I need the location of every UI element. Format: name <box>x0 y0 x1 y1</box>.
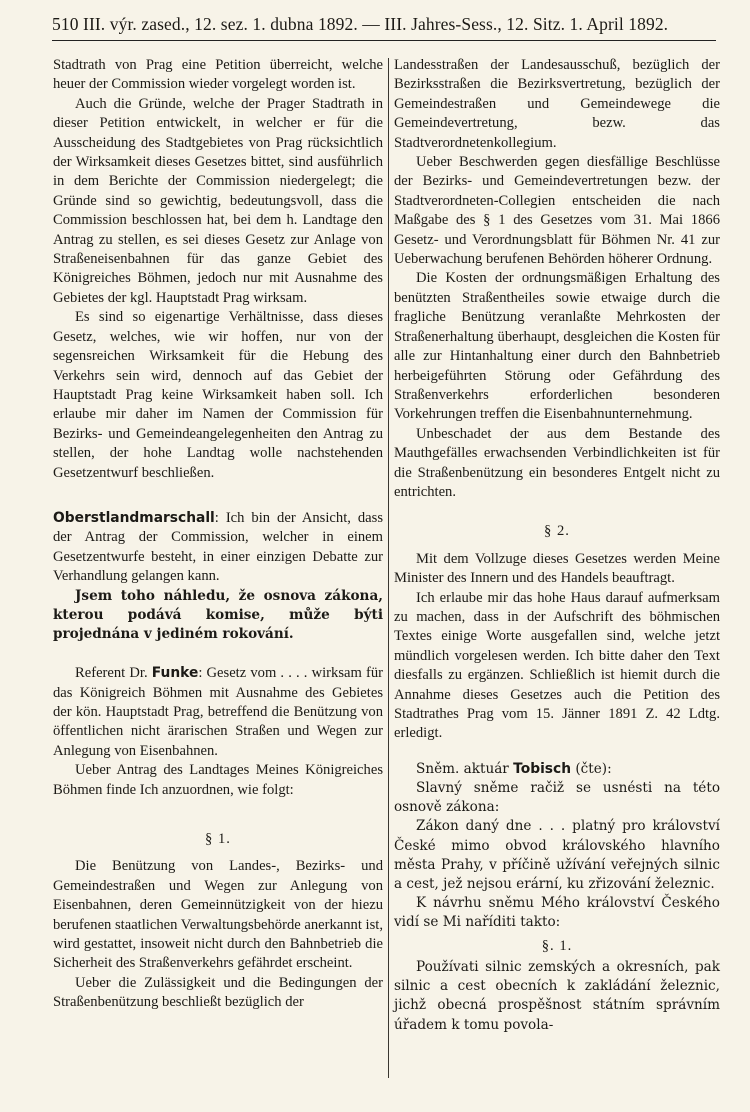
paragraph: Ich erlaube mir das hohe Haus darauf aufmerksam zu machen, dass in der Aufschrift des böhmischen Textes einige Worte ausgefallen sind, welche jetzt mündlich vorgelesen werden. Ich bitte daher den Text diesfalls zu ergänzen. Schließlich ist hiemit durch die Annahme dieses Gesetzes auch die Petition des Stadtrathes Prag vom 15. Jänner 1891 Z. 42 Ldtg. erledigt. <box>394 589 720 742</box>
spacer <box>53 644 383 664</box>
page-header: 510 III. výr. zased., 12. sez. 1. dubna 1892. — III. Jahres-Sess., 12. Sitz. 1. April 1892. <box>52 14 716 41</box>
speaker-prefix: Referent Dr. <box>75 665 152 682</box>
paragraph: Auch die Gründe, welche der Prager Stadtrath in dieser Petition entwickelt, in welcher er für die Ausscheidung des Stadtgebietes von Prag rücksichtlich der Wirksamkeit dieses Gesetzes bittet, sind ausführlich in dem Berichte der Commission niedergelegt; die Gründe sind so gewichtig, bedeutungsvoll, dass die Commission beschlossen hat, bei dem h. Landtage den Antrag zu stellen, es sei dieses Gesetz zur Anlage von Straßeneisenbahnen für das ganze Gebiet des Königreiches Böhmen, jedoch nur mit Ausnahme des Gebietes der kgl. Hauptstadt Prag wirksam. <box>53 95 383 306</box>
paragraph-czech: Používati silnic zemských a okresních, pak silnic a cest obecních k zakládání železnic, jichž obecná prospěšnost státním správním úřadem k tomu povola- <box>394 959 720 1033</box>
paragraph-czech: K návrhu sněmu Mého království Českého vidí se Mi naříditi takto: <box>394 895 720 931</box>
speaker-suffix: (čte): <box>571 760 612 777</box>
paragraph: Landesstraßen der Landesausschuß, bezüglich der Bezirksstraßen die Bezirksvertretung, bezüglich der Gemeindestraßen und Gemeindewege die Gemeindevertretung, bezw. das Stadtverordnetenkollegium. <box>394 57 720 151</box>
paragraph-czech: Slavný sněme račiž se usnésti na této osnově zákona: <box>394 780 720 816</box>
left-column <box>53 56 383 1013</box>
right-column <box>394 56 720 1035</box>
paragraph-speaker <box>53 509 383 587</box>
speaker-prefix: Sněm. aktuár <box>416 760 514 777</box>
spacer <box>53 483 383 509</box>
speaker-name: Funke <box>151 665 199 682</box>
section-heading: § 1. <box>205 831 231 848</box>
speaker-text: : Ich bin der Ansicht, dass der Antrag der Commission, welcher in einem Gesetzentwurfe besteht, in einer einzigen Debatte zur Verhandlung gelangen kann. <box>53 509 383 585</box>
paragraph-speaker <box>53 664 383 761</box>
spacer <box>394 744 720 760</box>
paragraph: Ueber Antrag des Landtages Meines Königreiches Böhmen finde Ich anzuordnen, wie folgt: <box>53 762 383 798</box>
speaker-name: Tobisch <box>513 760 572 777</box>
paragraph: Stadtrath von Prag eine Petition überreicht, welche heuer der Commission wieder vorgelegt worden ist. <box>53 57 383 93</box>
paragraph: Ueber Beschwerden gegen diesfällige Beschlüsse der Bezirks- und Gemeindevertretungen bezw. der Stadtverordneten-Collegien entscheiden die nach Maßgabe des § 1 des Gesetzes vom 31. Mai 1866 Gesetz- und Verordnungsblatt für Böhmen Nr. 41 zur Ueberwachung berufenen Behörden höherer Ordnung. <box>394 154 720 268</box>
speaker-name: Oberstlandmarschall <box>53 509 215 526</box>
paragraph-czech: Zákon daný dne . . . platný pro království České mimo obvod královského hlavního města Prahy, v příčině užívání veřejných silnic a cest, jež nejsou erární, ku zřizování železnic. <box>394 818 720 893</box>
paragraph: Die Kosten der ordnungsmäßigen Erhaltung des benützten Straßentheiles sowie etwaige durch die fragliche Benützung veranlaßte Mehrkosten der Straßenerhaltung überhaupt, desgleichen die Kosten für alle zur Hintanhaltung einer durch den Bahnbetrieb herbeigeführten Störung oder Gefährdung des Straßenverkehrs erforderlichen besonderen Vorkehrungen treffen die Eisenbahnunternehmung. <box>394 270 720 423</box>
paragraph-czech: Jsem toho náhledu, že osnova zákona, kterou podává komise, může býti projednána v jediném rokování. <box>53 587 383 642</box>
paragraph-speaker <box>394 760 720 779</box>
column-divider <box>388 58 389 1078</box>
paragraph: Mit dem Vollzuge dieses Gesetzes werden Meine Minister des Innern und des Handels beauftragt. <box>394 550 720 587</box>
paragraph: Es sind so eigenartige Verhältnisse, dass dieses Gesetz, welches, wie wir hoffen, nur von der segensreichen Wirksamkeit für die Hebung des Verkehrs sein wird, dennoch auf das Gebiet der Hauptstadt Prag keine Wirksamkeit haben soll. Ich erlaube mir daher im Namen der Commission für Bezirks- und Gemeindeangelegenheiten den Antrag zu stellen, der hohe Landtag wolle nachstehenden Gesetzentwurf beschließen. <box>53 309 383 481</box>
paragraph: Die Benützung von Landes-, Bezirks- und Gemeindestraßen und Wegen zur Anlegung von Eisenbahnen, deren Gemeinnützigkeit von der hiezu berufenen staatlichen Verwaltungsbehörde anerkannt ist, wird gestattet, insoweit nicht durch den Bahnbetrieb die Sicherheit des Straßenverkehrs gefährdet erscheint. <box>53 858 383 972</box>
speaker-text: : Gesetz vom . . . . wirksam für das Königreich Böhmen mit Ausnahme des Gebietes der kön. Hauptstadt Prag, betreffend die Benützung von öffentlichen nicht ärarischen Straßen und Wegen zur Anlegung von Eisenbahnen. <box>53 665 383 759</box>
section-heading: §. 1. <box>541 937 573 954</box>
paragraph: Unbeschadet der aus dem Bestande des Mauthgefälles erwachsenden Verbindlichkeiten ist für die Straßenbenützung ein besonderes Entgelt nicht zu entrichten. <box>394 425 720 500</box>
paragraph: Ueber die Zulässigkeit und die Bedingungen der Straßenbenützung beschließt bezüglich der <box>53 974 383 1011</box>
section-heading: § 2. <box>544 523 570 540</box>
